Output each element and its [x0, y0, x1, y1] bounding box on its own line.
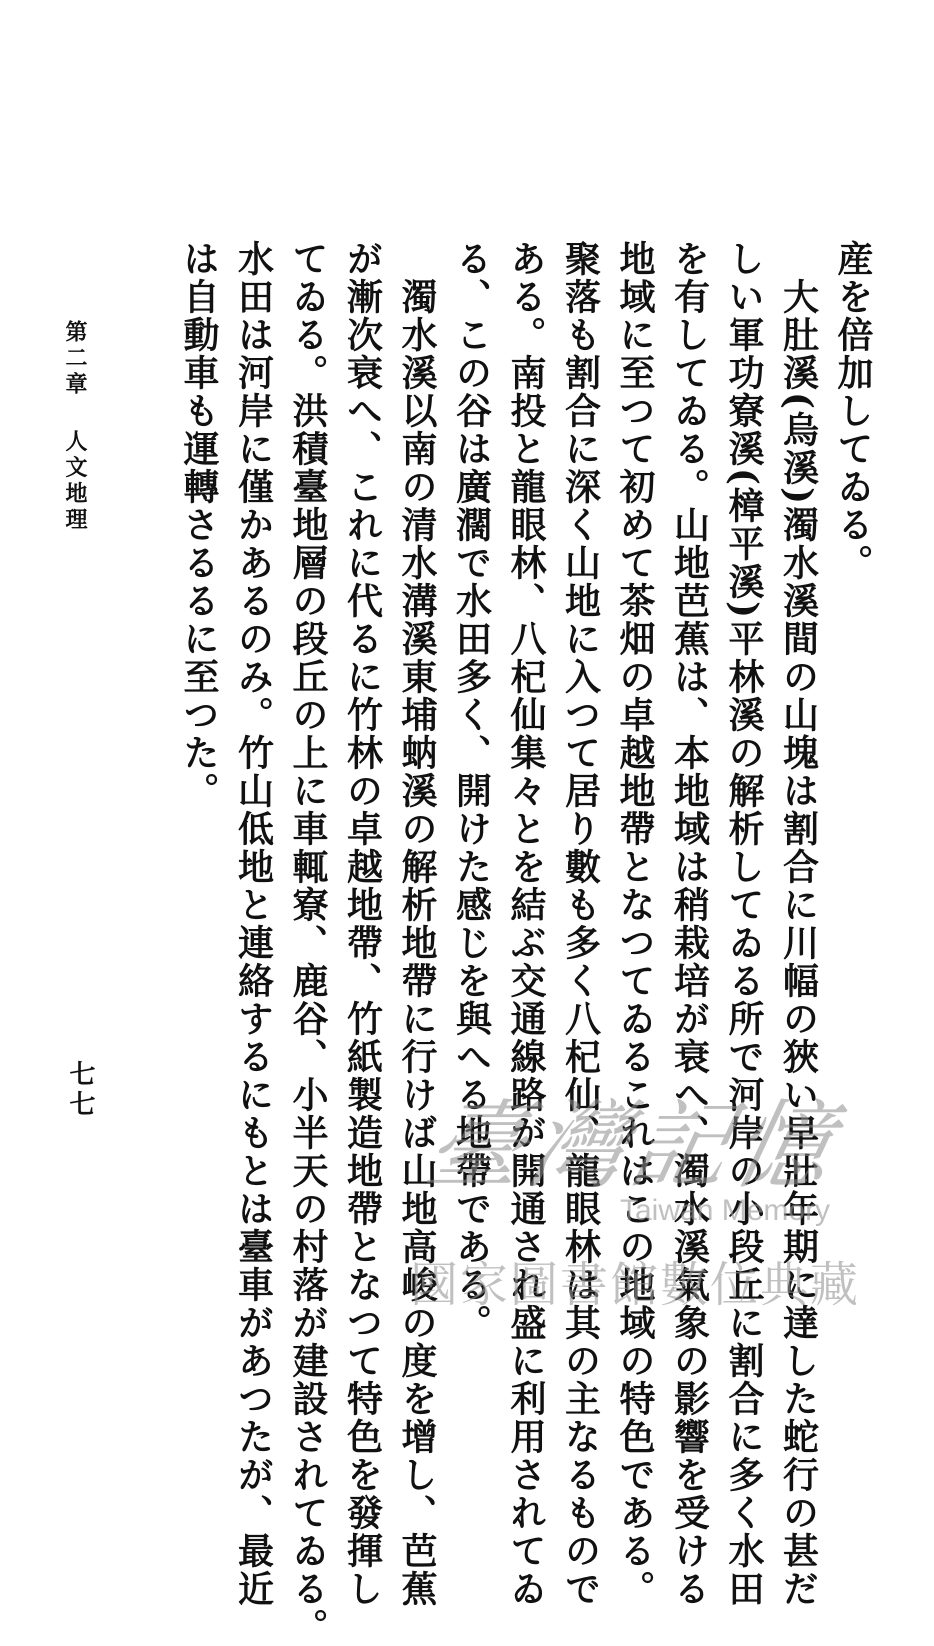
watermark-calligraphy: 臺灣記憶 [416, 1090, 849, 1202]
text-line: 濁水溪以南の清水溝溪東埔蚋溪の解析地帶に行けば山地高峻の度を增し、芭蕉 [396, 278, 438, 1608]
watermark-english: Taiwan Memory [620, 1194, 831, 1227]
text-line: る、この谷は廣濶で水田多く、開けた感じを與へる地帶である。 [450, 240, 493, 1342]
text-line: 水田は河岸に僅かあるのみ。竹山低地と連絡するにもとは臺車があつたが、最近 [232, 240, 275, 1608]
text-line: が漸次衰へ、これに代るに竹林の卓越地帶、竹紙製造地帶となつて特色を發揮し [341, 240, 384, 1608]
chapter-label: 第二章 [62, 320, 88, 398]
watermark-chinese: 國家圖書館數位典藏 [410, 1257, 861, 1313]
text-line: てゐる。洪積臺地層の段丘の上に車輒寮、鹿谷、小半天の村落が建設されてゐる。 [287, 240, 329, 1646]
text-line: 産を倍加してゐる。 [832, 240, 874, 582]
text-line: ある。南投と龍眼林、八杞仙集々とを結ぶ交通線路が開通され盛に利用されてゐ [505, 240, 547, 1608]
text-line: 聚落も割合に深く山地に入つて居り數も多く八杞仙、龍眼林は其の主なるもので [559, 240, 602, 1608]
chapter-title: 人文地理 [62, 429, 88, 534]
running-header [60, 320, 91, 534]
text-line: しい軍功寮溪(樟平溪)平林溪の解析してゐる所で河岸の小段丘に割合に多く水田 [723, 240, 765, 1609]
text-line: 地域に至つて初めて茶畑の卓越地帶となつてゐるこれはこの地域の特色である。 [614, 240, 656, 1608]
text-line: は自動車も運轉さるるに至つた。 [178, 240, 220, 810]
text-line: を有してゐる。山地芭蕉は、本地域は稍栽培が衰へ、濁水溪氣象の影響を受ける [668, 240, 711, 1608]
vertical-body-text [120, 240, 880, 1646]
page-number: 七七 [65, 1060, 95, 1120]
text-line: 大肚溪(烏溪)濁水溪間の山塊は割合に川幅の狹い早壯年期に達した蛇行の甚だ [777, 278, 820, 1609]
